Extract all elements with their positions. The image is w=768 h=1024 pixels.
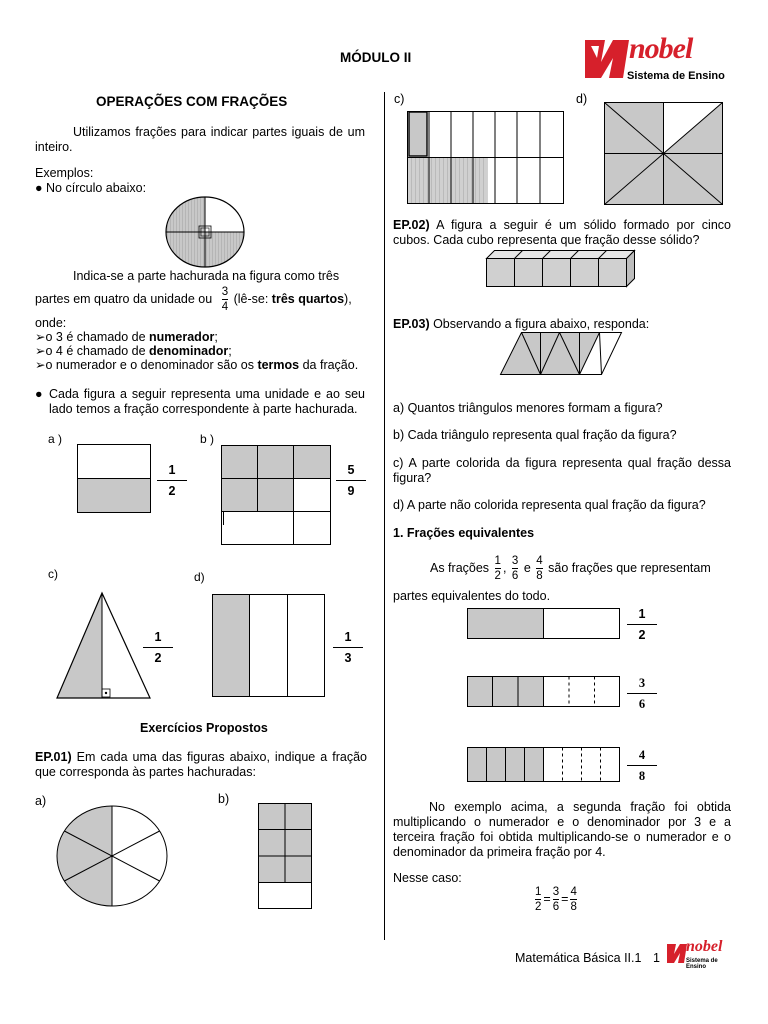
ep02-paragraph xyxy=(393,218,731,248)
ep02-label: EP.02) xyxy=(393,218,430,232)
question-c: c) A parte colorida da figura representa qual fração dessa figura? xyxy=(393,456,731,485)
item2-bold: denominador xyxy=(149,344,229,358)
equiv-frac-3 xyxy=(536,555,542,582)
equiv-line2: partes equivalentes do todo. xyxy=(393,589,551,603)
fig-b-label: b ) xyxy=(200,432,215,446)
fig-d-num: 1 xyxy=(344,630,352,644)
fig-c-num: 1 xyxy=(154,630,162,644)
ex-a-label: a) xyxy=(35,794,47,808)
eq-f3-num: 4 xyxy=(570,886,577,898)
fig-b-fraction xyxy=(336,463,366,498)
frac-num: 3 xyxy=(221,286,229,298)
frac-den: 4 xyxy=(221,301,229,313)
f3-num: 4 xyxy=(536,555,543,567)
list-item-denominador: ➢o 4 é chamado de denominador; xyxy=(35,344,232,358)
item1-bold: numerador xyxy=(149,330,215,344)
list-item-numerador: ➢o 3 é chamado de numerador; xyxy=(35,330,218,344)
section-title: OPERAÇÕES COM FRAÇÕES xyxy=(96,94,288,109)
ep01-text: Em cada uma das figuras abaixo, indique a fração que corresponda às partes hachuradas: xyxy=(35,750,367,779)
equiv-comma: , xyxy=(502,560,507,575)
f2-num: 3 xyxy=(511,555,519,567)
bar-one-half-fraction xyxy=(627,607,657,642)
ex-d-square-eighths xyxy=(604,102,724,206)
equality-expression xyxy=(533,886,579,913)
ep03-triangles-figure xyxy=(500,332,624,376)
bar1-num: 1 xyxy=(638,607,646,621)
item2-end: ; xyxy=(228,344,232,358)
ex-b-grid xyxy=(258,803,314,911)
fraction-three-quarters xyxy=(222,286,228,313)
fig-a-fraction xyxy=(157,463,187,498)
fig-d-den: 3 xyxy=(344,651,352,665)
footer-logo-text: nobel xyxy=(686,938,723,955)
explain-paragraph: No exemplo acima, a segunda fração foi obtida multiplicando o numerador e o denominador por 3 e a terceira fração foi obtida multiplicando-se o numerador e o denominador da primeira fração por 4. xyxy=(393,800,731,859)
fig-b-den: 9 xyxy=(347,484,355,498)
item2-text: o 4 é chamado de xyxy=(45,344,150,358)
item3-text: o numerador e o denominador são os xyxy=(45,358,258,372)
bar3-den: 8 xyxy=(638,769,646,783)
footer-logo-subtitle: Sistema de Ensino xyxy=(686,958,718,970)
equiv-text-a: As frações xyxy=(430,560,490,575)
equiv-frac-2 xyxy=(512,555,518,582)
indica-line2-text: partes em quatro da unidade ou xyxy=(35,291,213,306)
fig-b-grid xyxy=(221,445,333,547)
ep01-paragraph xyxy=(35,750,367,780)
eq-frac-1 xyxy=(535,886,541,913)
nobel-logo xyxy=(583,32,733,86)
fig-a-rectangle xyxy=(77,444,152,514)
question-a: a) Quantos triângulos menores formam a figura? xyxy=(393,401,663,415)
fig-a-label: a ) xyxy=(48,432,63,446)
ex-c-label: c) xyxy=(394,92,405,106)
bar-three-sixths xyxy=(467,676,621,708)
question-d: d) A parte não colorida representa qual fração da figura? xyxy=(393,498,706,512)
eq-sign-2: = xyxy=(561,891,569,906)
nesse-caso: Nesse caso: xyxy=(393,871,462,885)
ep02-text: A figura a seguir é um sólido formado por cinco cubos. Cada cubo representa que fração desse sólido? xyxy=(393,218,731,247)
footer-page-number: 1 xyxy=(653,951,660,965)
fig-d-label: d) xyxy=(194,570,205,584)
f2-den: 6 xyxy=(511,570,519,582)
bar-four-eighths xyxy=(467,747,621,783)
fig-b-num: 5 xyxy=(347,463,355,477)
footer-course: Matemática Básica II.1 xyxy=(515,951,642,965)
section-equivalentes: 1. Frações equivalentes xyxy=(393,526,535,540)
circle-three-quarters xyxy=(164,196,246,268)
ex-b-label: b) xyxy=(218,792,230,806)
indica-close: ), xyxy=(344,291,352,306)
item3-bold: termos xyxy=(257,358,300,372)
question-b: b) Cada triângulo representa qual fração da figura? xyxy=(393,428,677,442)
bar1-den: 2 xyxy=(638,628,646,642)
ex-d-label: d) xyxy=(576,92,588,106)
indica-bold: três quartos xyxy=(271,291,345,306)
fig-d-thirds xyxy=(212,594,326,698)
examples-label: Exemplos: xyxy=(35,166,94,180)
eq-frac-2 xyxy=(553,886,559,913)
eq-frac-3 xyxy=(570,886,576,913)
column-divider xyxy=(384,92,385,940)
f3-den: 8 xyxy=(536,570,543,582)
bar-one-half xyxy=(467,608,621,640)
bullet-figures-text: Cada figura a seguir representa uma unidade e ao seu lado temos a fração correspondente à parte hachurada. xyxy=(49,387,365,416)
equiv-frac-1 xyxy=(495,555,501,582)
item1-text: o 3 é chamado de xyxy=(45,330,150,344)
fig-c-label: c) xyxy=(48,567,58,581)
eq-f1-num: 1 xyxy=(535,886,542,898)
logo-text: nobel xyxy=(629,32,693,65)
list-item-termos: ➢o numerador e o denominador são os termos da fração. xyxy=(35,358,359,372)
exercises-title: Exercícios Propostos xyxy=(140,721,268,735)
indica-line2 xyxy=(35,286,370,313)
eq-f2-den: 6 xyxy=(552,901,560,913)
fig-a-den: 2 xyxy=(168,484,176,498)
eq-f2-num: 3 xyxy=(552,886,560,898)
bar3-num: 4 xyxy=(638,748,646,762)
fig-c-fraction xyxy=(143,630,173,665)
bullet-figures: ● xyxy=(35,387,43,401)
eq-f3-den: 8 xyxy=(570,901,577,913)
f1-num: 1 xyxy=(494,555,501,567)
f1-den: 2 xyxy=(494,570,501,582)
equiv-text-b: são frações que representam xyxy=(548,560,711,575)
bar2-num: 3 xyxy=(638,676,646,690)
eq-f1-den: 2 xyxy=(535,901,542,913)
intro-paragraph: Utilizamos frações para indicar partes iguais de um inteiro. xyxy=(35,125,365,154)
bullet-circle-text: No círculo abaixo: xyxy=(46,181,147,195)
equiv-line1 xyxy=(430,555,735,582)
equiv-and: e xyxy=(523,560,531,575)
ep03-text: Observando a figura abaixo, responda: xyxy=(429,317,650,331)
fig-c-triangle xyxy=(56,592,152,700)
fig-c-den: 2 xyxy=(154,651,162,665)
indica-read-as: (lê-se: xyxy=(233,291,272,306)
onde-label: onde: xyxy=(35,316,67,330)
bullet-circle: ● No círculo abaixo: xyxy=(35,181,147,195)
logo-subtitle: Sistema de Ensino xyxy=(627,70,725,82)
ex-c-grid xyxy=(407,111,565,205)
bar-three-sixths-fraction xyxy=(627,676,657,711)
fig-a-num: 1 xyxy=(168,463,176,477)
fig-d-fraction xyxy=(333,630,363,665)
footer-logo xyxy=(666,938,736,970)
bar-four-eighths-fraction xyxy=(627,748,657,783)
ep03-paragraph xyxy=(393,317,649,332)
ex-a-circle-sixths xyxy=(56,805,168,907)
module-title: MÓDULO II xyxy=(340,50,412,65)
item3-end: da fração. xyxy=(299,358,359,372)
item1-end: ; xyxy=(214,330,218,344)
ep01-label: EP.01) xyxy=(35,750,72,764)
ep02-cubes-solid xyxy=(486,250,636,288)
bar2-den: 6 xyxy=(638,697,646,711)
eq-sign-1: = xyxy=(543,891,551,906)
indica-line1: Indica-se a parte hachurada na figura como três xyxy=(73,269,340,283)
ep03-label: EP.03) xyxy=(393,317,430,331)
